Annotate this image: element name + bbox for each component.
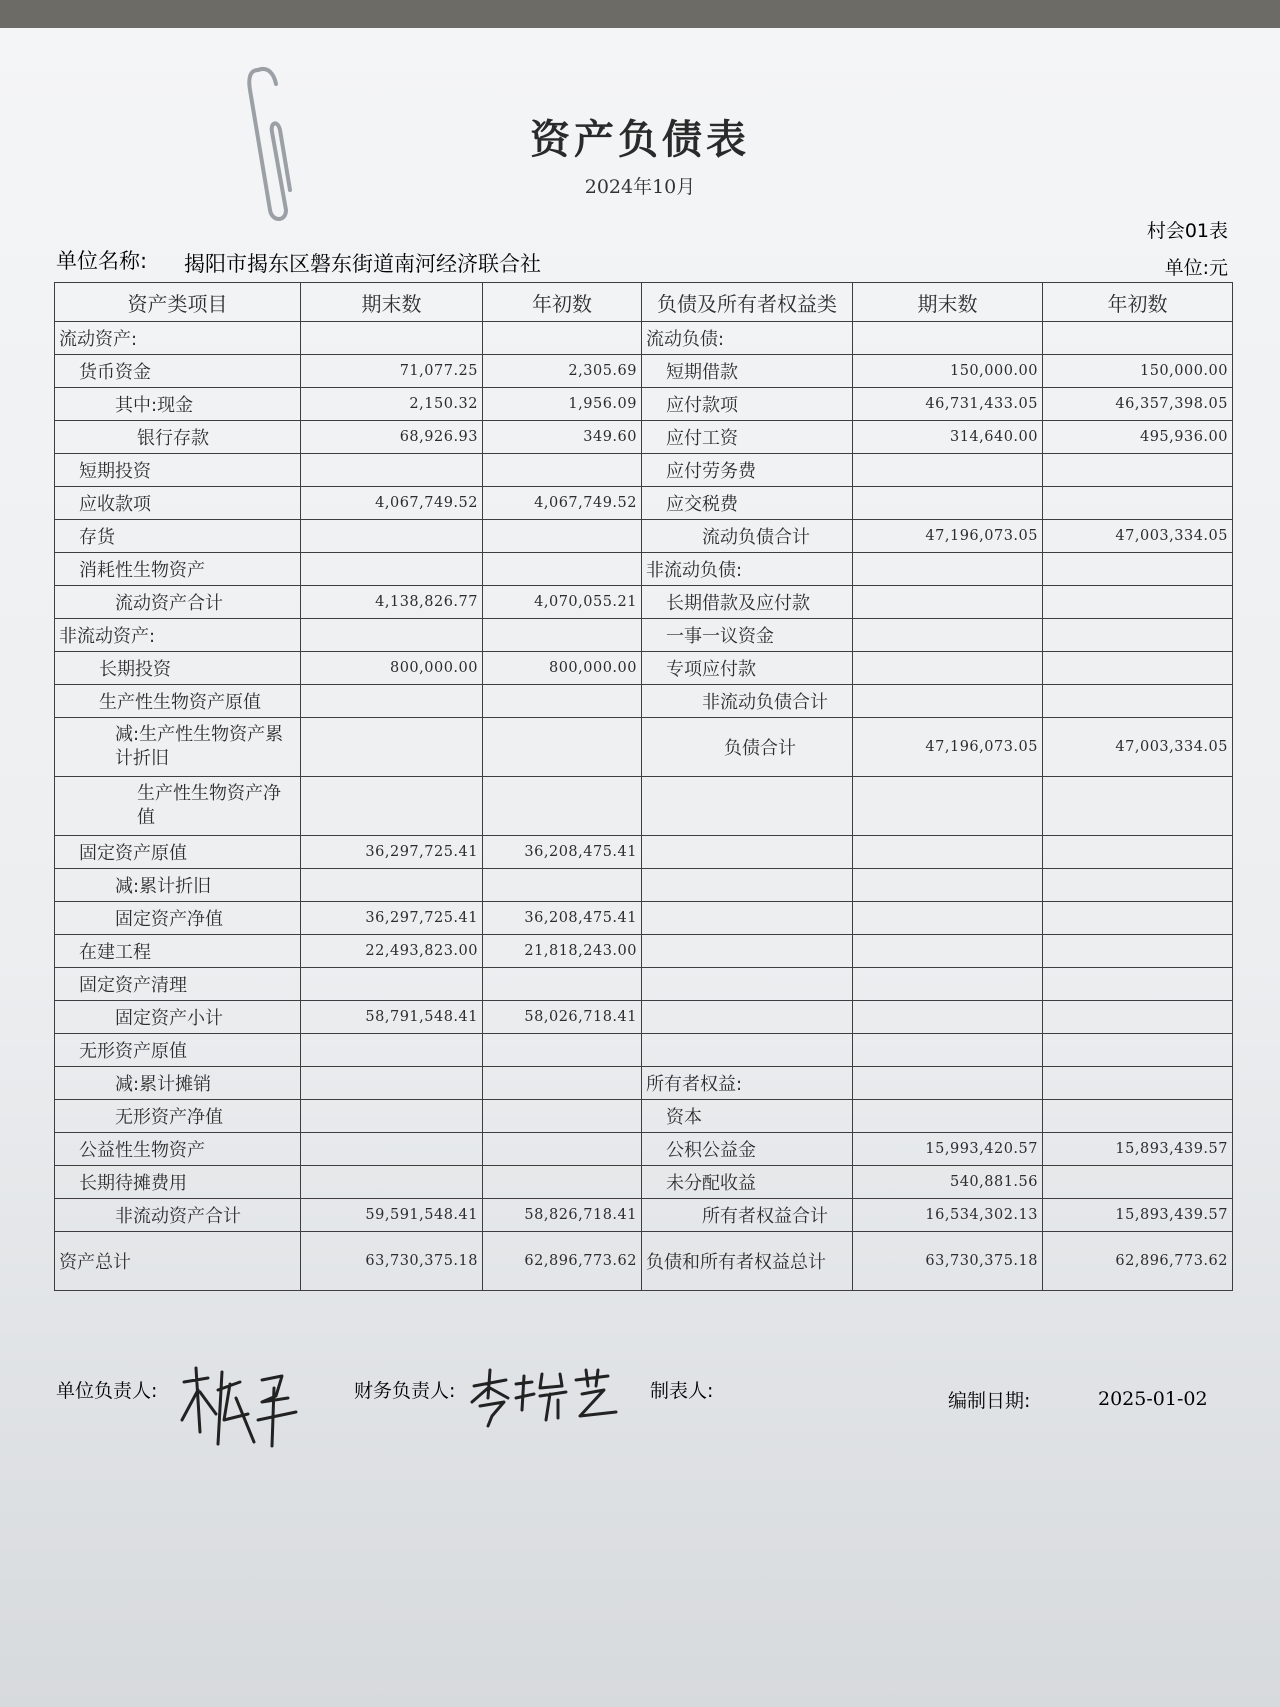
period-end-value [853,1034,1043,1067]
liability-item-label: 长期借款及应付款 [642,586,853,619]
period-end-value [853,586,1043,619]
year-start-value: 4,067,749.52 [483,487,642,520]
liability-item-label: 资本 [642,1100,853,1133]
asset-item-label: 短期投资 [55,454,301,487]
year-start-value: 62,896,773.62 [1043,1232,1233,1291]
table-row [55,487,1233,520]
liability-item-label: 公积公益金 [642,1133,853,1166]
table-row [55,520,1233,553]
period-end-value: 63,730,375.18 [853,1232,1043,1291]
asset-item-label: 应收款项 [55,487,301,520]
liability-item-label: 未分配收益 [642,1166,853,1199]
period-end-value [853,1100,1043,1133]
year-start-value [1043,935,1233,968]
liability-item-label: 一事一议资金 [642,619,853,652]
period-end-value [301,718,483,777]
year-start-value: 349.60 [483,421,642,454]
date-label: 编制日期: [948,1390,1031,1412]
liability-item-label [642,1034,853,1067]
year-start-value [483,777,642,836]
year-start-value [1043,902,1233,935]
period-end-value [301,619,483,652]
year-start-value: 47,003,334.05 [1043,718,1233,777]
period-end-value [853,553,1043,586]
asset-item-label: 长期投资 [55,652,301,685]
table-header-row [55,283,1233,322]
liability-item-label: 流动负债: [642,322,853,355]
column-header: 期末数 [301,283,483,322]
unit-head-signature [178,1362,308,1452]
year-start-value: 46,357,398.05 [1043,388,1233,421]
year-start-value [1043,1067,1233,1100]
year-start-value [483,553,642,586]
year-start-value: 2,305.69 [483,355,642,388]
table-row [55,421,1233,454]
period-end-value [301,553,483,586]
table-code: 村会01表 [1146,220,1228,242]
year-start-value: 58,826,718.41 [483,1199,642,1232]
asset-item-label: 生产性生物资产净值 [55,777,301,836]
year-start-value [483,968,642,1001]
year-start-value [1043,1001,1233,1034]
finance-head-signature [466,1368,626,1432]
liability-item-label: 短期借款 [642,355,853,388]
table-row [55,1232,1233,1291]
table-row [55,1133,1233,1166]
period-end-value [853,487,1043,520]
column-header: 年初数 [1043,283,1233,322]
period-end-value [301,777,483,836]
liability-item-label [642,777,853,836]
period-end-value [853,869,1043,902]
year-start-value [483,1133,642,1166]
asset-item-label: 存货 [55,520,301,553]
liability-item-label [642,836,853,869]
liability-item-label [642,869,853,902]
period-end-value [301,454,483,487]
period-end-value [301,520,483,553]
period-end-value [301,869,483,902]
asset-item-label: 固定资产清理 [55,968,301,1001]
year-start-value: 21,818,243.00 [483,935,642,968]
liability-item-label [642,1001,853,1034]
period-end-value [853,619,1043,652]
asset-item-label: 流动资产合计 [55,586,301,619]
asset-item-label: 固定资产净值 [55,902,301,935]
table-row [55,388,1233,421]
table-row [55,1100,1233,1133]
period-end-value: 540,881.56 [853,1166,1043,1199]
finance-head-label: 财务负责人: [354,1380,456,1402]
year-start-value [483,718,642,777]
asset-item-label: 无形资产净值 [55,1100,301,1133]
asset-item-label: 长期待摊费用 [55,1166,301,1199]
liability-item-label: 非流动负债合计 [642,685,853,718]
asset-item-label: 固定资产小计 [55,1001,301,1034]
period-end-value: 46,731,433.05 [853,388,1043,421]
table-row [55,1001,1233,1034]
period-end-value [301,1034,483,1067]
year-start-value [483,1034,642,1067]
asset-item-label: 公益性生物资产 [55,1133,301,1166]
asset-item-label: 其中:现金 [55,388,301,421]
period-end-value [853,454,1043,487]
period-end-value: 15,993,420.57 [853,1133,1043,1166]
table-row [55,968,1233,1001]
year-start-value [1043,1100,1233,1133]
year-start-value [1043,1034,1233,1067]
unit-name: 揭阳市揭东区磐东街道南河经济联合社 [184,252,541,276]
liability-item-label: 负债合计 [642,718,853,777]
table-row [55,935,1233,968]
table-row [55,586,1233,619]
table-row [55,619,1233,652]
year-start-value [1043,553,1233,586]
year-start-value: 800,000.00 [483,652,642,685]
year-start-value [483,685,642,718]
year-start-value: 36,208,475.41 [483,902,642,935]
table-row [55,836,1233,869]
period-end-value: 58,791,548.41 [301,1001,483,1034]
year-start-value: 47,003,334.05 [1043,520,1233,553]
period-end-value [853,935,1043,968]
liability-item-label [642,902,853,935]
column-header: 期末数 [853,283,1043,322]
year-start-value [1043,586,1233,619]
asset-item-label: 固定资产原值 [55,836,301,869]
preparer-label: 制表人: [650,1380,714,1402]
year-start-value: 4,070,055.21 [483,586,642,619]
year-start-value [1043,836,1233,869]
period-end-value: 4,138,826.77 [301,586,483,619]
asset-item-label: 流动资产: [55,322,301,355]
year-start-value [483,1067,642,1100]
table-row [55,1166,1233,1199]
liability-item-label: 所有者权益: [642,1067,853,1100]
period-end-value [301,968,483,1001]
liability-item-label: 流动负债合计 [642,520,853,553]
year-start-value: 150,000.00 [1043,355,1233,388]
year-start-value [1043,1166,1233,1199]
year-start-value: 58,026,718.41 [483,1001,642,1034]
period-end-value: 2,150.32 [301,388,483,421]
table-row [55,553,1233,586]
period-end-value [301,685,483,718]
liability-item-label: 负债和所有者权益总计 [642,1232,853,1291]
table-row [55,355,1233,388]
table-row [55,685,1233,718]
asset-item-label: 货币资金 [55,355,301,388]
asset-item-label: 非流动资产: [55,619,301,652]
period-end-value [853,968,1043,1001]
period-end-value: 800,000.00 [301,652,483,685]
year-start-value [483,1100,642,1133]
period-end-value: 63,730,375.18 [301,1232,483,1291]
period-end-value [301,1133,483,1166]
period-end-value: 16,534,302.13 [853,1199,1043,1232]
year-start-value [1043,685,1233,718]
year-start-value [483,869,642,902]
year-start-value [1043,619,1233,652]
year-start-value: 36,208,475.41 [483,836,642,869]
year-start-value [1043,454,1233,487]
year-start-value [1043,777,1233,836]
table-row [55,902,1233,935]
column-header: 负债及所有者权益类 [642,283,853,322]
report-period: 2024年10月 [584,176,696,198]
table-row [55,652,1233,685]
period-end-value [301,1067,483,1100]
asset-item-label: 资产总计 [55,1232,301,1291]
liability-item-label: 应付劳务费 [642,454,853,487]
liability-item-label: 应付工资 [642,421,853,454]
table-row [55,454,1233,487]
liability-item-label [642,968,853,1001]
period-end-value: 4,067,749.52 [301,487,483,520]
period-end-value: 71,077.25 [301,355,483,388]
year-start-value [1043,322,1233,355]
period-end-value [853,902,1043,935]
year-start-value: 15,893,439.57 [1043,1199,1233,1232]
year-start-value: 1,956.09 [483,388,642,421]
period-end-value: 47,196,073.05 [853,520,1043,553]
asset-item-label: 在建工程 [55,935,301,968]
asset-item-label: 消耗性生物资产 [55,553,301,586]
column-header: 资产类项目 [55,283,301,322]
year-start-value: 62,896,773.62 [483,1232,642,1291]
period-end-value [853,322,1043,355]
year-start-value [1043,869,1233,902]
prepared-date: 2025-01-02 [1098,1388,1208,1410]
balance-sheet-table [54,282,1233,1291]
liability-item-label [642,935,853,968]
unit-head-label: 单位负责人: [56,1380,158,1402]
period-end-value [853,685,1043,718]
year-start-value: 15,893,439.57 [1043,1133,1233,1166]
asset-item-label: 减:生产性生物资产累计折旧 [55,718,301,777]
liability-item-label: 专项应付款 [642,652,853,685]
period-end-value [853,652,1043,685]
liability-item-label: 非流动负债: [642,553,853,586]
year-start-value [483,520,642,553]
year-start-value [483,1166,642,1199]
period-end-value: 22,493,823.00 [301,935,483,968]
document-title: 资产负债表 [530,117,750,163]
table-row [55,777,1233,836]
year-start-value [1043,652,1233,685]
year-start-value [483,619,642,652]
period-end-value: 36,297,725.41 [301,836,483,869]
period-end-value: 150,000.00 [853,355,1043,388]
period-end-value [853,1001,1043,1034]
table-row [55,1199,1233,1232]
table-row [55,869,1233,902]
year-start-value [1043,487,1233,520]
year-start-value: 495,936.00 [1043,421,1233,454]
year-start-value [1043,968,1233,1001]
period-end-value [853,1067,1043,1100]
year-start-value [483,454,642,487]
asset-item-label: 减:累计摊销 [55,1067,301,1100]
period-end-value [853,777,1043,836]
period-end-value: 36,297,725.41 [301,902,483,935]
table-row [55,1067,1233,1100]
period-end-value: 68,926.93 [301,421,483,454]
asset-item-label: 生产性生物资产原值 [55,685,301,718]
period-end-value: 314,640.00 [853,421,1043,454]
table-row [55,1034,1233,1067]
liability-item-label: 应交税费 [642,487,853,520]
period-end-value [853,836,1043,869]
liability-item-label: 所有者权益合计 [642,1199,853,1232]
period-end-value: 59,591,548.41 [301,1199,483,1232]
table-row [55,322,1233,355]
year-start-value [483,322,642,355]
asset-item-label: 非流动资产合计 [55,1199,301,1232]
asset-item-label: 无形资产原值 [55,1034,301,1067]
currency-unit: 单位:元 [1164,257,1228,279]
period-end-value: 47,196,073.05 [853,718,1043,777]
table-row [55,718,1233,777]
period-end-value [301,1166,483,1199]
period-end-value [301,322,483,355]
asset-item-label: 减:累计折旧 [55,869,301,902]
liability-item-label: 应付款项 [642,388,853,421]
unit-name-label: 单位名称: [56,249,148,273]
asset-item-label: 银行存款 [55,421,301,454]
period-end-value [301,1100,483,1133]
column-header: 年初数 [483,283,642,322]
